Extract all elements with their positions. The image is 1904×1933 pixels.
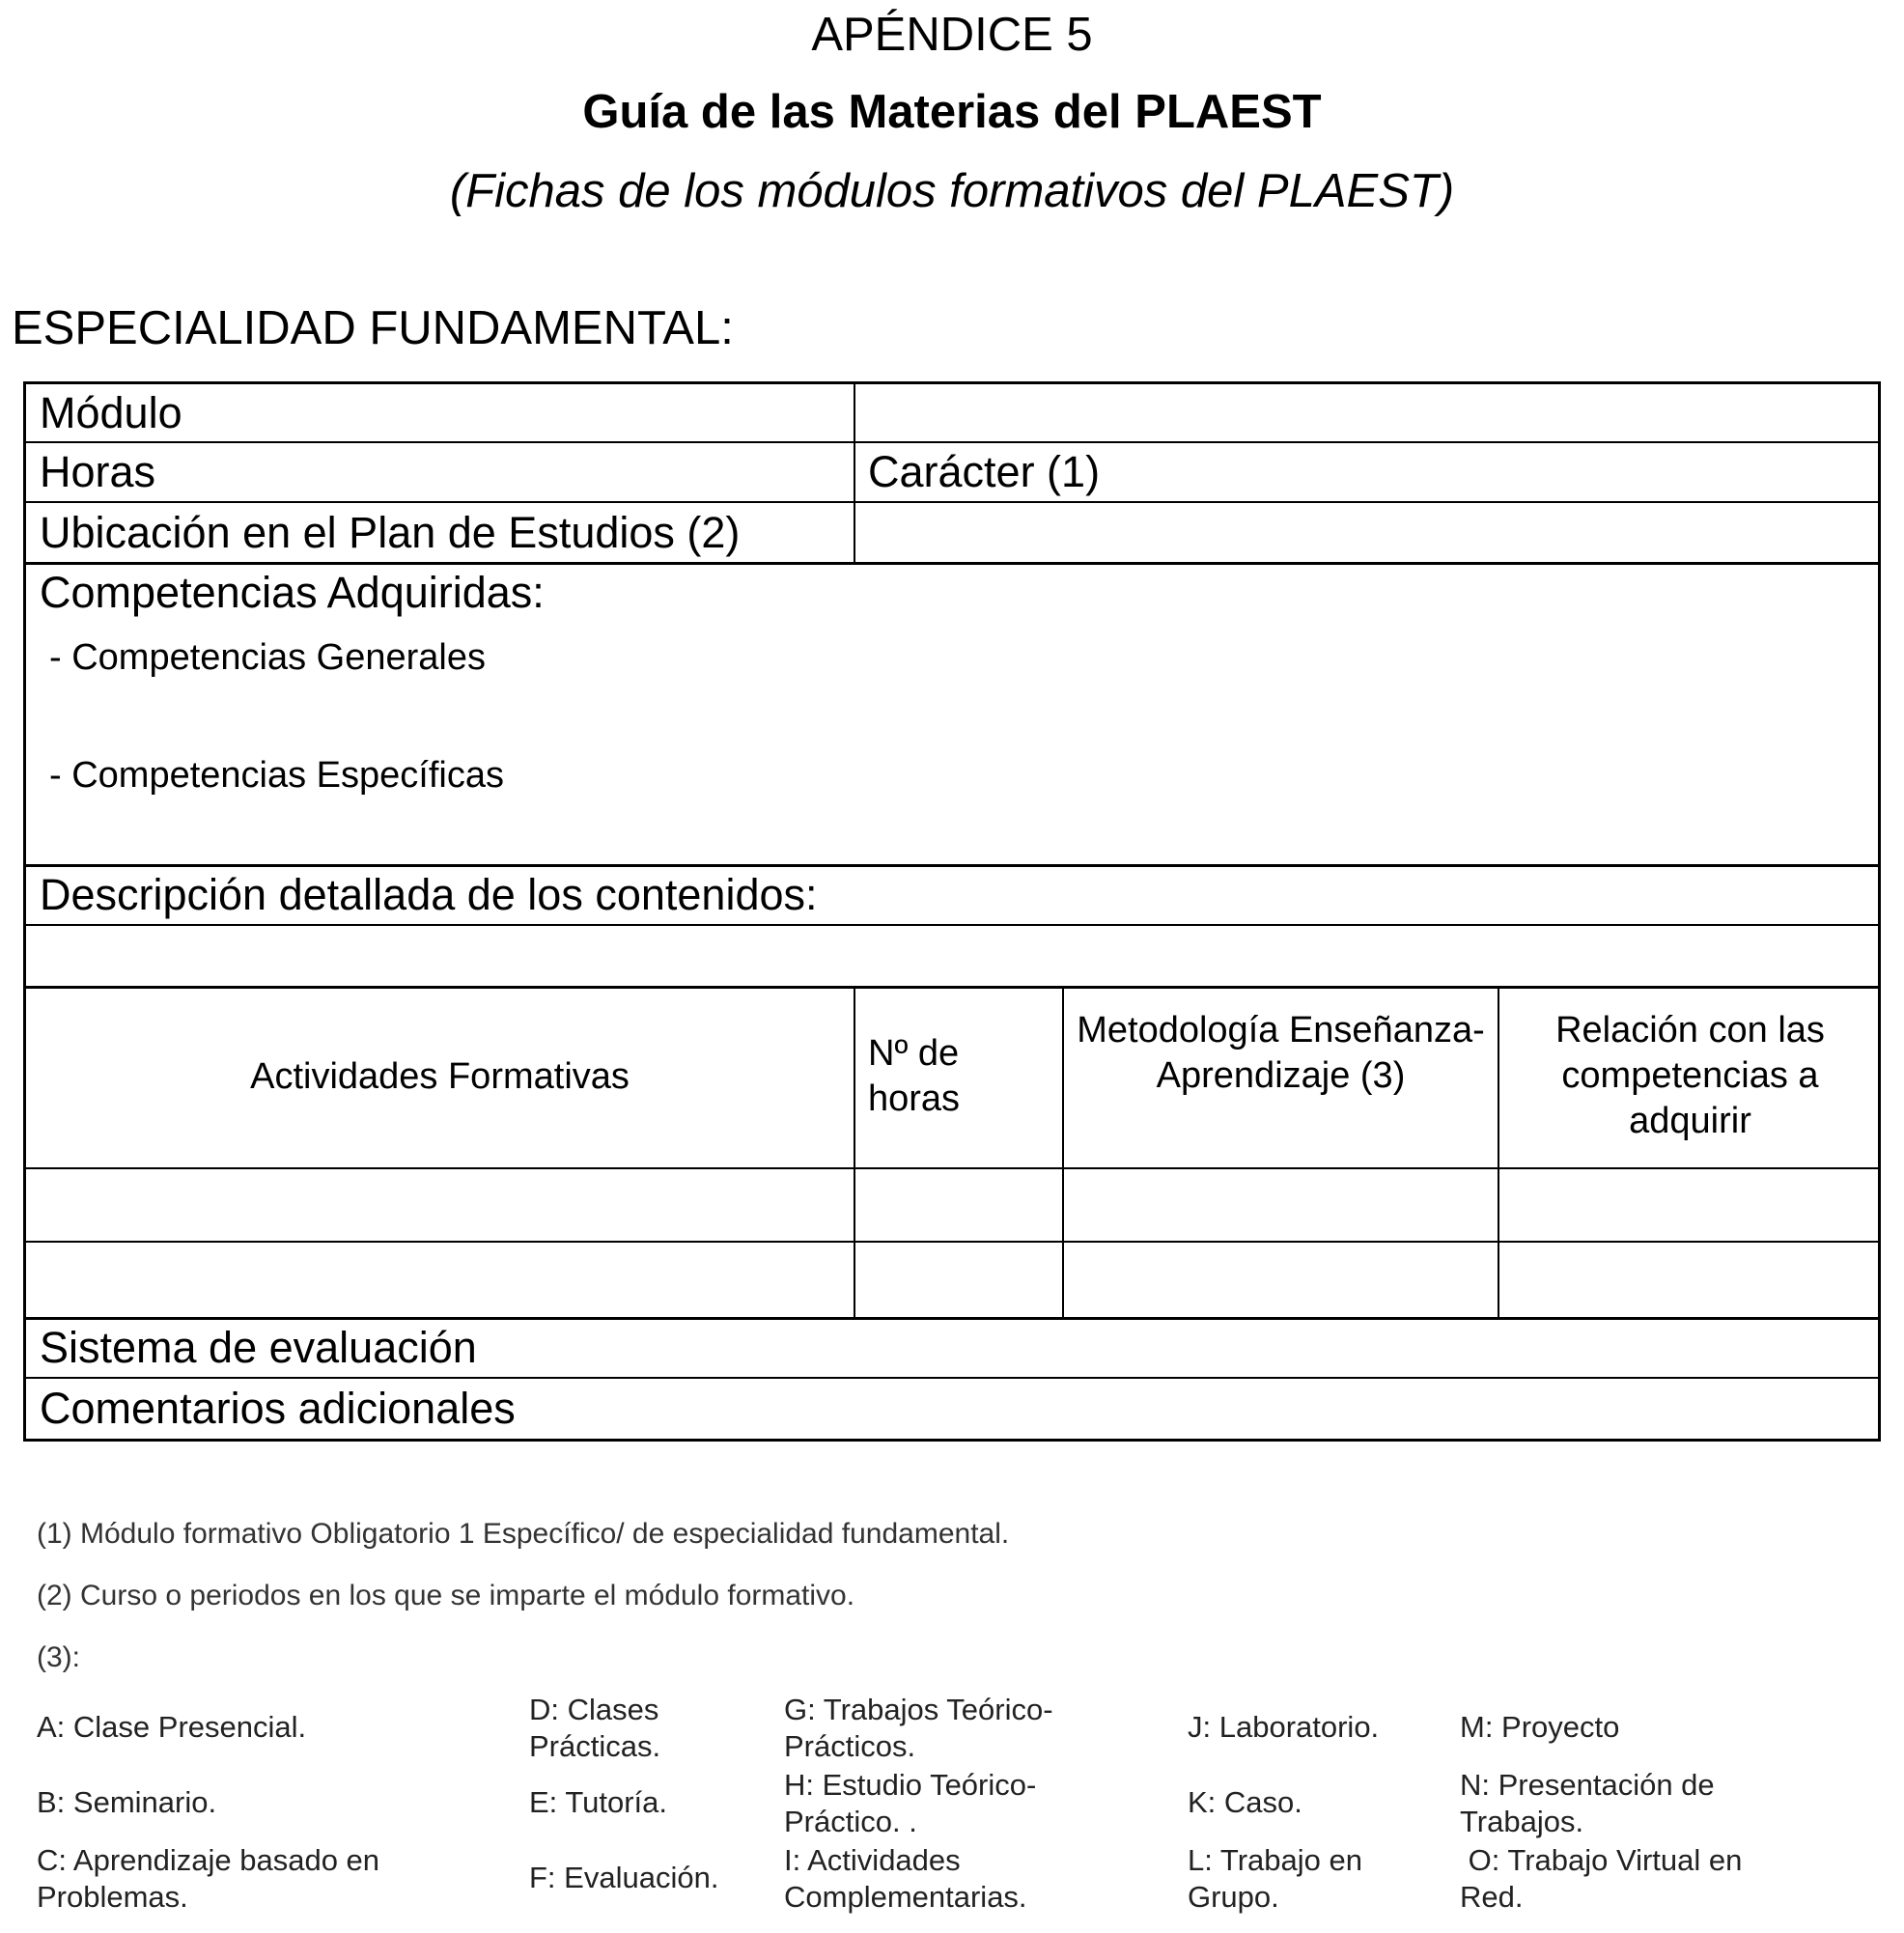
appendix-number: APÉNDICE 5 [811,9,1093,61]
relation-header: Relación con las competencias a adquirir [1555,1010,1825,1141]
row-divider [26,501,1878,503]
row-divider [26,864,1878,867]
general-competences-item: - Competencias Generales [49,637,486,678]
row-divider [26,441,1878,443]
legend-item: M: Proyecto [1460,1710,1620,1744]
row-divider [26,1377,1878,1379]
legend-item: J: Laboratorio. [1188,1710,1380,1744]
methodology-header: Metodología Enseñanza-Aprendizaje (3) [1077,1010,1485,1096]
module-label: Módulo [40,388,182,437]
row-divider [26,924,1878,926]
legend-item: E: Tutoría. [529,1785,668,1819]
specific-competences-item: - Competencias Específicas [49,755,504,796]
specialty-label: ESPECIALIDAD FUNDAMENTAL: [12,302,734,354]
legend-item: L: Trabajo en Grupo. [1188,1843,1362,1914]
row-divider [26,1241,1878,1243]
legend-item: H: Estudio Teórico-Práctico. . [784,1768,1037,1838]
legend-item: C: Aprendizaje basado en Problemas. [37,1843,380,1914]
activities-header: Actividades Formativas [250,1056,630,1097]
footnote-3: (3): [37,1641,80,1673]
hours-count-header: Nº de horas [868,1033,961,1119]
module-form-table [23,381,1881,1442]
additional-comments-label: Comentarios adicionales [40,1384,516,1433]
legend-item: O: Trabajo Virtual en Red. [1460,1843,1751,1914]
footnote-1: (1) Módulo formativo Obligatorio 1 Específico/ de especialidad fundamental. [37,1518,1010,1550]
legend-item: G: Trabajos Teórico-Prácticos. [784,1693,1053,1763]
column-divider [854,384,855,564]
study-plan-location-label: Ubicación en el Plan de Estudios (2) [40,508,741,557]
legend-item: K: Caso. [1188,1785,1302,1819]
legend-item: F: Evaluación. [529,1861,719,1894]
legend-item: D: Clases Prácticas. [529,1693,661,1763]
evaluation-system-label: Sistema de evaluación [40,1323,477,1372]
footnote-2: (2) Curso o periodos en los que se imparte el módulo formativo. [37,1580,855,1611]
legend-item: I: Actividades Complementarias. [784,1843,1027,1914]
row-divider [26,1317,1878,1320]
document-subtitle: (Fichas de los módulos formativos del PLAEST) [449,165,1455,217]
document-title: Guía de las Materias del PLAEST [582,86,1322,138]
competences-label: Competencias Adquiridas: [40,568,545,617]
row-divider [26,562,1878,565]
description-label: Descripción detallada de los contenidos: [40,870,818,919]
row-divider [26,1167,1878,1169]
legend-item: N: Presentación de Trabajos. [1460,1768,1715,1838]
legend-item: B: Seminario. [37,1785,217,1819]
column-divider [854,987,855,1319]
hours-label: Horas [40,447,156,496]
row-divider [26,986,1878,989]
character-label: Carácter (1) [868,447,1101,496]
legend-item: A: Clase Presencial. [37,1710,307,1744]
